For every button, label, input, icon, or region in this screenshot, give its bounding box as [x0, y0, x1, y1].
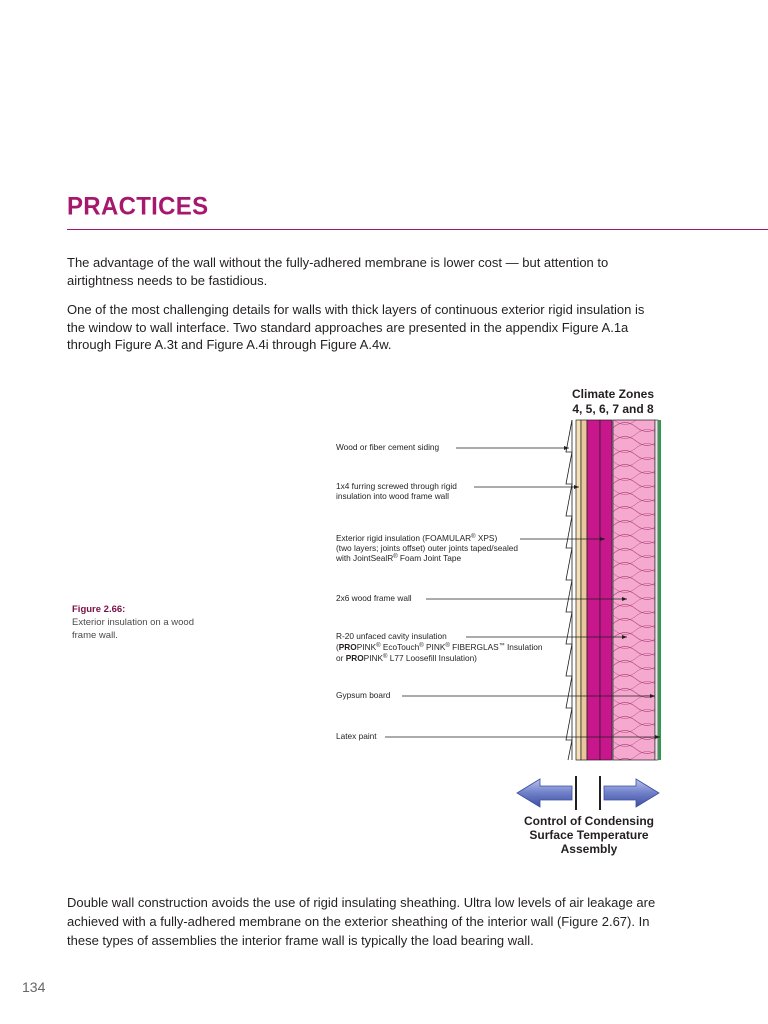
rigid-insulation-layer-inner	[600, 420, 612, 760]
paint-layer	[659, 420, 662, 760]
gypsum-layer	[655, 420, 658, 760]
cavity-insulation-layer	[613, 420, 655, 760]
figure-number: Figure 2.66:	[72, 604, 126, 615]
arrow-left-icon	[517, 779, 572, 807]
label-gypsum: Gypsum board	[336, 690, 391, 700]
arrow-right-icon	[604, 779, 659, 807]
label-rigid-1: Exterior rigid insulation (FOAMULAR® XPS)	[336, 533, 498, 543]
label-rigid-3: with JointSealR® Foam Joint Tape	[336, 553, 462, 563]
label-paint: Latex paint	[336, 731, 377, 741]
paragraph-1: The advantage of the wall without the fully-adhered membrane is lower cost — but attention to airtightness needs to be fastidious.	[67, 255, 609, 288]
bottom-caption-1: Control of Condensing	[524, 814, 654, 828]
section-heading: PRACTICES	[67, 192, 209, 221]
label-cavity-3: or PROPINK® L77 Loosefill Insulation)	[336, 653, 477, 663]
bottom-caption-3: Assembly	[560, 842, 618, 856]
wall-layers	[566, 420, 661, 760]
paragraph-3: Double wall construction avoids the use of rigid insulating sheathing. Ultra low levels of air leakage are achieved with a fully-adhered membrane on the exterior sheathing of the interior wall (Figure 2.67). In these types of assemblies the interior frame wall is typically the load bearing wall.	[67, 895, 656, 948]
control-arrows	[517, 776, 659, 810]
heading-rule	[67, 229, 768, 230]
label-siding: Wood or fiber cement siding	[336, 442, 440, 452]
climate-zones-title: Climate Zones	[571, 387, 655, 401]
label-frame: 2x6 wood frame wall	[336, 593, 412, 603]
paragraph-2: One of the most challenging details for walls with thick layers of continuous exterior rigid insulation is the window to wall interface. Two standard approaches are presented in the appendix Figure A.1a through Figure A.3t and Figure A.4i through Figure A.4w.	[67, 302, 645, 352]
wall-section-diagram	[0, 380, 768, 860]
label-rigid-2: (two layers; joints offset) outer joints taped/sealed	[336, 543, 519, 553]
label-cavity-2: (PROPINK® EcoTouch® PINK® FIBERGLAS™ Insulation	[336, 642, 543, 652]
furring-layer	[576, 420, 581, 760]
label-cavity-1: R-20 unfaced cavity insulation	[336, 631, 447, 641]
page-number: 134	[22, 979, 46, 995]
bottom-caption-2: Surface Temperature	[529, 828, 649, 842]
label-furring-2: insulation into wood frame wall	[336, 491, 449, 501]
siding-layer	[566, 420, 574, 760]
rigid-insulation-layer-outer	[587, 420, 600, 760]
climate-zones-subtitle: 4, 5, 6, 7 and 8	[572, 402, 654, 416]
label-furring-1: 1x4 furring screwed through rigid	[336, 481, 457, 491]
figure-caption-text: Exterior insulation on a wood frame wall.	[72, 617, 194, 641]
